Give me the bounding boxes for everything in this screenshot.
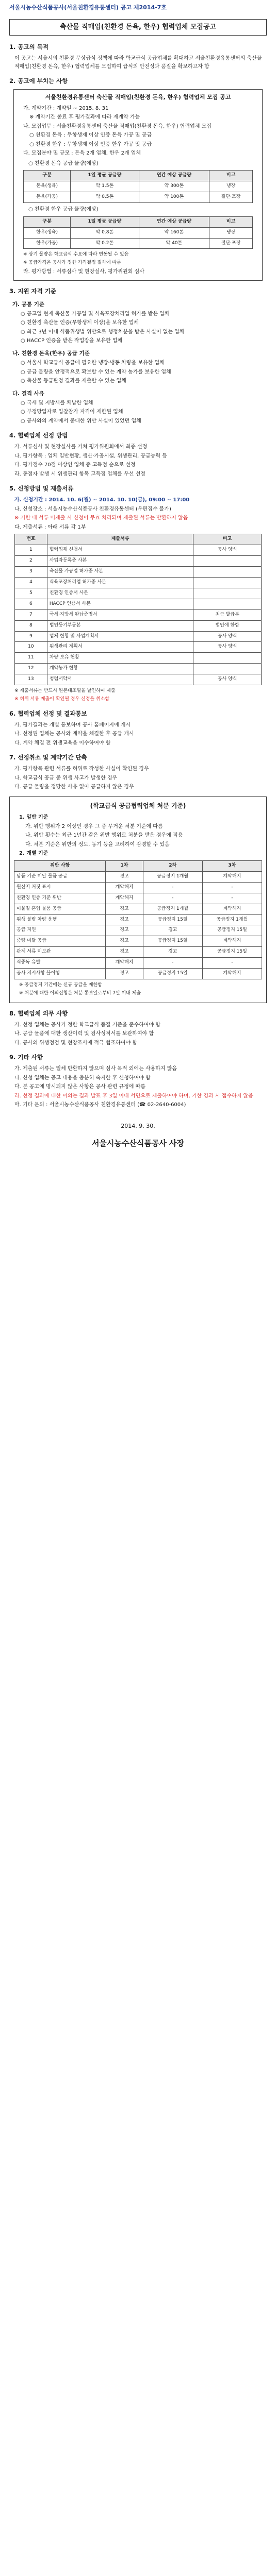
table-cell: 약 160톤 — [139, 227, 209, 238]
table-cell: 법인등기부등본 — [47, 620, 193, 631]
table-cell: 계약해지 — [106, 882, 143, 893]
notice-title: 축산물 직매입(친환경 돈육, 한우) 협력업체 모집공고 — [9, 19, 267, 36]
s3-sub-a: 가. 공통 기준 — [12, 301, 45, 308]
s3-b-item: ○ 서울시 학교급식 공급에 필요한 냉장·냉동 차량을 보유한 업체 — [21, 360, 165, 366]
table-cell — [193, 588, 262, 599]
criteria-lead-item: 다. 처분 기준은 위반의 정도, 동기 등을 고려하여 감경할 수 있음 — [25, 841, 170, 848]
table-cell: 절단·포장 — [209, 192, 253, 203]
table-cell: 식중독 유발 — [14, 958, 106, 969]
table-cell: 차량 보유 현황 — [47, 653, 193, 664]
section-4-heading: 4. 협력업체 선정 방법 — [9, 432, 68, 439]
table-cell: 7 — [15, 609, 47, 620]
criteria-lead2: 2. 개별 기준 — [19, 851, 48, 857]
table-row — [14, 871, 262, 882]
table-row — [15, 653, 262, 664]
table-cell: 경고 — [106, 969, 143, 979]
criteria-lead-item: 나. 위반 횟수는 최근 1년간 같은 위반 행위로 처분을 받은 경우에 적용 — [25, 833, 183, 839]
table-row — [15, 642, 262, 653]
table-cell: 법인에 한함 — [193, 620, 262, 631]
s3-a-item: ○ 최근 3년 이내 식품위생법 위반으로 행정처분을 받은 사실이 없는 업체 — [21, 329, 185, 335]
table-header: 제출서류 — [47, 534, 193, 545]
table-cell: 공급정지 1개월 — [143, 871, 202, 882]
table-cell: 4 — [15, 577, 47, 588]
issuer-name: 서울시농수산식품공사 사장 — [91, 1138, 185, 1148]
table-cell: 9 — [15, 631, 47, 642]
s4-item: 다. 평가점수 70점 이상인 업체 중 고득점 순으로 선정 — [14, 462, 136, 468]
table-cell: 공급정지 15일 — [202, 947, 262, 958]
table-cell: 돈육(생육) — [24, 181, 71, 192]
table-cell: HACCP 인증서 사본 — [47, 599, 193, 609]
table-cell: 계약해지 — [202, 969, 262, 979]
s8-item: 다. 공사의 위생점검 및 현장조사에 적극 협조하여야 함 — [14, 1040, 137, 1046]
s2-item: ○ 친환경 한우 : 무항생제 이상 인증 한우 가공 및 공급 — [29, 141, 152, 147]
s3-b-item: ○ 공급 물량을 안정적으로 확보할 수 있는 계약 농가를 보유한 업체 — [21, 369, 171, 375]
s4-item: 나. 평가항목 : 업체 일반현황, 생산·가공시설, 위생관리, 공급능력 등 — [14, 453, 167, 459]
table-header: 3차 — [202, 860, 262, 871]
table-row — [15, 555, 262, 566]
table-cell: 공급정지 15일 — [202, 925, 262, 936]
table-row — [14, 904, 262, 914]
table-cell: 12 — [15, 664, 47, 674]
table-cell: 축산물 가공업 허가증 사본 — [47, 566, 193, 577]
table-cell: 계약해지 — [202, 871, 262, 882]
table-header: 2차 — [143, 860, 202, 871]
table-cell: 약 1.5톤 — [71, 181, 139, 192]
section-9-heading: 9. 기타 사항 — [9, 1054, 43, 1061]
s3-c-item: ○ 부정당업자로 입찰참가 자격이 제한된 업체 — [21, 409, 123, 415]
table-cell: 계약해지 — [202, 904, 262, 914]
s5-item: 나. 신청장소 : 서울시농수산식품공사 친환경유통센터 (우편접수 불가) — [14, 506, 171, 512]
criteria-table — [14, 860, 262, 979]
table-cell: 공급정지 15일 — [143, 936, 202, 947]
section-7-heading: 7. 선정취소 및 계약기간 단축 — [9, 754, 87, 761]
s5-note: ※ 허위 서류 제출이 확인될 경우 선정을 취소함 — [14, 697, 110, 702]
table-cell: 13 — [15, 674, 47, 685]
table-row — [15, 577, 262, 588]
table-cell: 공급정지 1개월 — [143, 904, 202, 914]
beef-table-wrap — [23, 206, 253, 249]
table-row — [14, 893, 262, 904]
table-cell: 3 — [15, 566, 47, 577]
table-row — [15, 664, 262, 674]
s2-item: 라. 평가방법 : 서류심사 및 현장실사, 평가위원회 심사 — [23, 269, 144, 275]
table-row — [24, 181, 253, 192]
s2-item: 나. 모집업무 : 서울친환경유통센터 축산물 직매입(친환경 돈육, 한우) 협력업체 모집 — [23, 123, 212, 129]
table-row — [15, 631, 262, 642]
table-header: 1일 평균 공급량 — [71, 171, 139, 181]
s5-item: 다. 제출서류 : 아래 서류 각 1부 — [14, 524, 86, 530]
table-cell: - — [202, 882, 262, 893]
criteria-note: ※ 처분에 대한 이의신청은 처분 통보일로부터 7일 이내 제출 — [19, 991, 141, 996]
s9-item: 나. 신청 업체는 공고 내용을 충분히 숙지한 후 신청하여야 함 — [14, 1075, 151, 1081]
table-cell: 공사 지시사항 불이행 — [14, 969, 106, 979]
table-cell: 약 0.5톤 — [71, 192, 139, 203]
table-cell: 사업자등록증 사본 — [47, 555, 193, 566]
table-cell: - — [143, 893, 202, 904]
table-cell: 납품 기준 미달 물품 공급 — [14, 871, 106, 882]
s9-highlight: 라. 선정 결과에 대한 이의는 결과 발표 후 3일 이내 서면으로 제출하여야 하며, 기한 경과 시 접수하지 않음 — [14, 1093, 253, 1099]
documents-table-wrap — [14, 534, 262, 685]
table-row — [15, 674, 262, 685]
table-cell: 2 — [15, 555, 47, 566]
table-cell: - — [143, 958, 202, 969]
s5-note: ※ 제출서류는 반드시 원본대조필을 날인하여 제출 — [14, 688, 116, 694]
section-3-heading: 3. 지원 자격 기준 — [9, 287, 57, 295]
table-cell: 한우(생육) — [24, 227, 71, 238]
table-header: 연간 예상 공급량 — [139, 171, 209, 181]
table-header: 비고 — [209, 171, 253, 181]
table-cell: 공급 지연 — [14, 925, 106, 936]
s2-item: 가. 계약기간 : 계약일 ~ 2015. 8. 31 — [23, 105, 109, 111]
table-cell: 공사 양식 — [193, 642, 262, 653]
notice-date: 2014. 9. 30. — [121, 1122, 155, 1129]
s6-item: 나. 선정된 업체는 공사와 계약을 체결한 후 공급 개시 — [14, 731, 134, 737]
s2-item: ※ 계약기간 종료 후 평가결과에 따라 재계약 가능 — [29, 114, 140, 121]
table-cell: 공급정지 15일 — [143, 914, 202, 925]
section-2-box — [13, 89, 263, 281]
s9-item: 다. 본 공고에 명시되지 않은 사항은 공사 관련 규정에 따름 — [14, 1084, 145, 1090]
s2-note: ※ 상기 물량은 학교급식 수요에 따라 변동될 수 있음 — [23, 252, 129, 258]
table-cell: 돈육(가공) — [24, 192, 71, 203]
table-header: 위반 사항 — [14, 860, 106, 871]
table-row — [24, 238, 253, 249]
table-cell: 5 — [15, 588, 47, 599]
s3-c-item: ○ 국세 및 지방세를 체납한 업체 — [21, 400, 93, 406]
criteria-lead: 1. 일반 기준 — [19, 815, 48, 821]
table-header: 번호 — [15, 534, 47, 545]
s5-highlight: ※ 기한 내 서류 미제출 시 신청이 무효 처리되며 제출된 서류는 반환하지 않음 — [14, 515, 188, 521]
table-cell: 경고 — [143, 925, 202, 936]
s2-item: 다. 모집분야 및 규모 : 돈육 2개 업체, 한우 2개 업체 — [23, 150, 141, 157]
table-cell: 계약해지 — [202, 936, 262, 947]
table-header: 1차 — [106, 860, 143, 871]
criteria-lead-item: 가. 위반 행위가 2 이상인 경우 그 중 무거운 처분 기준에 따름 — [25, 823, 163, 829]
table-cell: 약 0.8톤 — [71, 227, 139, 238]
s9-contact: 마. 기타 문의 : 서울시농수산식품공사 친환경유통센터 (☎ 02-2640-6004) — [14, 1102, 186, 1108]
beef-supply-table — [23, 216, 253, 249]
s7-item: 다. 공급 물량을 정당한 사유 없이 공급하지 않은 경우 — [14, 784, 134, 790]
s4-item: 가. 서류심사 및 현장실사를 거쳐 평가위원회에서 최종 선정 — [14, 444, 148, 450]
table-row — [15, 620, 262, 631]
table-cell: 약 300톤 — [139, 181, 209, 192]
table-row — [15, 566, 262, 577]
section-5-heading: 5. 신청방법 및 제출서류 — [9, 485, 74, 493]
table-cell: 국세·지방세 완납증명서 — [47, 609, 193, 620]
table-cell: 협력업체 신청서 — [47, 545, 193, 556]
table-cell: 최근 발급분 — [193, 609, 262, 620]
table-cell: - — [202, 958, 262, 969]
table-row — [14, 882, 262, 893]
table-cell: 1 — [15, 545, 47, 556]
table-cell: 이물질 혼입 물품 공급 — [14, 904, 106, 914]
table-cell: 8 — [15, 620, 47, 631]
table-cell: 경고 — [106, 936, 143, 947]
section-8-heading: 8. 협력업체 의무 사항 — [9, 1010, 68, 1017]
table-cell: 경고 — [143, 947, 202, 958]
table-row — [24, 227, 253, 238]
table-cell: 냉장 — [209, 227, 253, 238]
table-cell: 식육포장처리업 허가증 사본 — [47, 577, 193, 588]
table-cell: 6 — [15, 599, 47, 609]
s3-a-item: ○ 친환경 축산물 인증(무항생제 이상)을 보유한 업체 — [21, 320, 139, 326]
table-cell: 관계 서류 미보관 — [14, 947, 106, 958]
pork-table-wrap — [23, 160, 253, 203]
s8-item: 가. 선정 업체는 공사가 정한 학교급식 품질 기준을 준수하여야 함 — [14, 1022, 160, 1028]
criteria-title: (학교급식 공급협력업체 처분 기준) — [90, 802, 186, 809]
table-cell: 경고 — [106, 871, 143, 882]
table-cell: 계약농가 현황 — [47, 664, 193, 674]
notice-number: 서울시농수산식품공사(서울친환경유통센터) 공고 제2014-7호 — [9, 4, 167, 11]
table-cell: 절단·포장 — [209, 238, 253, 249]
table-row — [15, 609, 262, 620]
pork-supply-table — [23, 170, 253, 203]
table-header: 비고 — [193, 534, 262, 545]
table-row — [15, 545, 262, 556]
documents-table — [14, 534, 262, 685]
table-cell: 공사 양식 — [193, 674, 262, 685]
table-row — [14, 914, 262, 925]
table-cell: 원산지 거짓 표시 — [14, 882, 106, 893]
table-cell: 청렴서약서 — [47, 674, 193, 685]
table-header: 구분 — [24, 216, 71, 227]
table-cell: 친환경 인증 기준 위반 — [14, 893, 106, 904]
table-cell — [193, 555, 262, 566]
s6-item: 다. 계약 체결 전 위생교육을 이수하여야 함 — [14, 740, 111, 746]
table-cell — [193, 664, 262, 674]
table-cell: 약 0.2톤 — [71, 238, 139, 249]
table-cell — [193, 566, 262, 577]
s2-item: ○ 친환경 돈육 : 무항생제 이상 인증 돈육 가공 및 공급 — [29, 132, 152, 139]
table-cell: 냉장 — [209, 181, 253, 192]
s9-item: 가. 제출된 서류는 일체 반환하지 않으며 심사 목적 외에는 사용하지 않음 — [14, 1066, 177, 1072]
table-row — [15, 588, 262, 599]
s3-sub-c: 다. 결격 사유 — [12, 390, 45, 397]
s4-item: 라. 동점자 발생 시 위생관리 항목 고득점 업체를 우선 선정 — [14, 471, 145, 477]
table-header: 비고 — [209, 216, 253, 227]
section-6-heading: 6. 협력업체 선정 및 결과통보 — [9, 710, 87, 718]
table-cell: 약 100톤 — [139, 192, 209, 203]
table-cell: 계약해지 — [106, 893, 143, 904]
table-cell — [193, 599, 262, 609]
table-row — [14, 925, 262, 936]
table-row — [14, 947, 262, 958]
section-1-heading: 1. 공고의 목적 — [9, 43, 48, 51]
s3-a-item: ○ HACCP 인증을 받은 작업장을 보유한 업체 — [21, 338, 123, 344]
table-cell: 경고 — [106, 925, 143, 936]
s3-sub-b: 나. 친환경 돈육(한우) 공급 기준 — [12, 350, 90, 357]
table-cell: 친환경 인증서 사본 — [47, 588, 193, 599]
table-cell: - — [202, 893, 262, 904]
table-cell — [193, 653, 262, 664]
s5-item: 가. 신청기간 : 2014. 10. 6(월) ~ 2014. 10. 10(금), 09:00 ~ 17:00 — [14, 497, 190, 503]
table-cell: 한우(가공) — [24, 238, 71, 249]
table-cell: 공급정지 1개월 — [202, 914, 262, 925]
table-row — [14, 969, 262, 979]
s3-c-item: ○ 공사와의 계약에서 중대한 위반 사실이 있었던 업체 — [21, 418, 141, 424]
table-cell: 계약해지 — [106, 958, 143, 969]
table-cell: 11 — [15, 653, 47, 664]
table-row — [24, 192, 253, 203]
table-cell: 경고 — [106, 947, 143, 958]
criteria-note: ※ 공급정지 기간에는 신규 공급을 제한함 — [19, 982, 102, 988]
table-header: 연간 예상 공급량 — [139, 216, 209, 227]
s8-item: 나. 공급 물품에 대한 생산이력 및 검사성적서를 보관하여야 함 — [14, 1031, 154, 1037]
s6-item: 가. 평가결과는 개별 통보하며 공사 홈페이지에 게시 — [14, 722, 131, 728]
table-cell: 위생 불량 차량 운행 — [14, 914, 106, 925]
table-cell: - — [143, 882, 202, 893]
table-cell: 공사 양식 — [193, 631, 262, 642]
table-header: 구분 — [24, 171, 71, 181]
table-row — [15, 599, 262, 609]
table-cell: 경고 — [106, 914, 143, 925]
table-row — [14, 958, 262, 969]
s3-b-item: ○ 축산물 등급판정 결과를 제출할 수 있는 업체 — [21, 378, 126, 384]
criteria-box — [9, 796, 267, 1003]
section-2-heading: 2. 공고에 부치는 사항 — [9, 77, 68, 84]
pork-table-caption: ○ 친환경 돈육 공급 물량(예상) — [28, 160, 99, 166]
section-2-box-title: 서울친환경유통센터 축산물 직매입(친환경 돈육, 한우) 협력업체 모집 공고 — [45, 93, 231, 100]
table-cell: 공급정지 15일 — [143, 969, 202, 979]
table-row — [14, 936, 262, 947]
beef-table-caption: ○ 친환경 한우 공급 물량(예상) — [28, 207, 99, 213]
notice-page — [0, 0, 276, 1165]
s7-item: 나. 학교급식 공급 중 위생 사고가 발생한 경우 — [14, 775, 118, 781]
table-cell: 업체 현황 및 사업계획서 — [47, 631, 193, 642]
s3-a-item: ○ 공고일 현재 축산물 가공업 및 식육포장처리업 허가를 받은 업체 — [21, 311, 170, 317]
table-cell: 약 40톤 — [139, 238, 209, 249]
table-cell: 공사 양식 — [193, 545, 262, 556]
section-1-text: 이 공고는 서울시의 친환경 무상급식 정책에 따라 학교급식 공급업체를 확대하고 서울친환경유통센터의 축산물 직매입(친환경 돈육, 한우) 협력업체를 모집하여 급식의 안전성과 품질을 확보하고자 함 — [14, 56, 262, 70]
table-cell: 10 — [15, 642, 47, 653]
table-cell: 위생관리 계획서 — [47, 642, 193, 653]
table-cell — [193, 577, 262, 588]
table-cell: 중량 미달 공급 — [14, 936, 106, 947]
table-header: 1일 평균 공급량 — [71, 216, 139, 227]
table-cell: 경고 — [106, 904, 143, 914]
s2-note: ※ 공급가격은 공사가 정한 가격결정 절차에 따름 — [23, 260, 121, 266]
s7-item: 가. 평가항목 관련 서류를 허위로 작성한 사실이 확인된 경우 — [14, 766, 149, 772]
